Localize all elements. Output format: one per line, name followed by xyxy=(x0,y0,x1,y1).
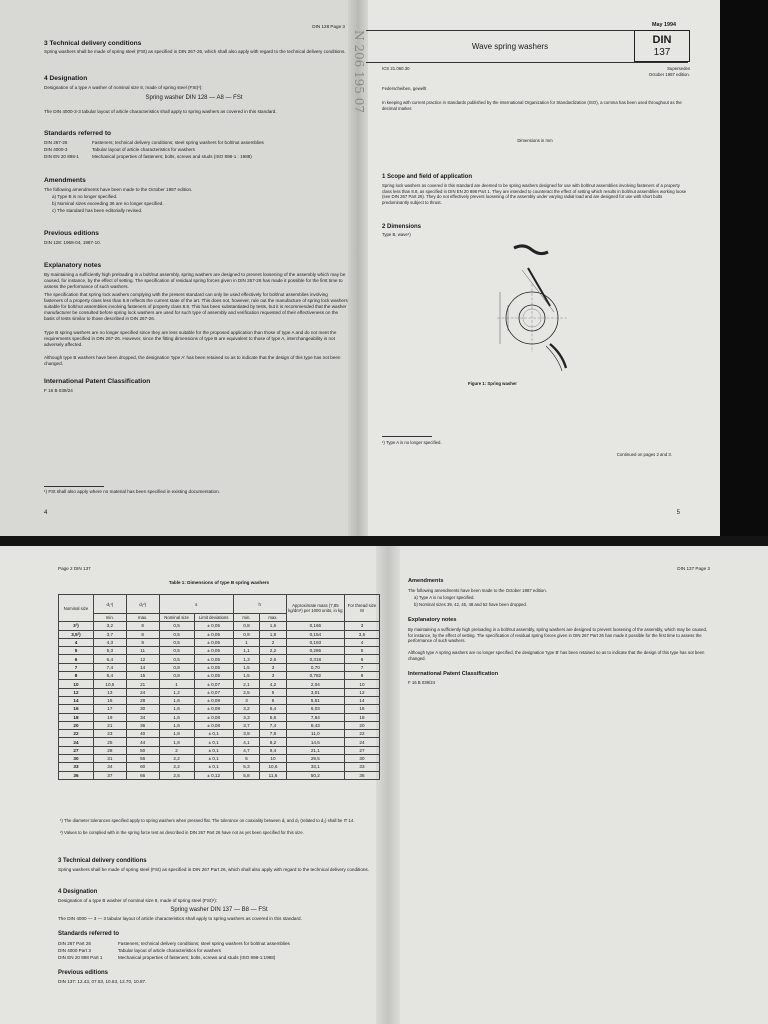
table-row xyxy=(59,638,380,646)
table-row xyxy=(59,655,380,663)
table-cell: ± 0,1 xyxy=(194,730,233,738)
table-cell: 0,154 xyxy=(286,630,344,638)
table-cell: 18 xyxy=(59,713,94,721)
table-row xyxy=(59,672,380,680)
table-cell: 4 xyxy=(59,638,94,646)
subheader-d1: min. xyxy=(93,614,126,622)
table-cell: 10 xyxy=(59,680,94,688)
table-row xyxy=(59,771,380,779)
table-cell: 5,3 xyxy=(93,647,126,655)
table-note-2: ²) Values to be complied with in the spring force test as described in DIN 267 Part 26 have not as yet been specified for this size. xyxy=(60,830,304,835)
table-cell: 0,286 xyxy=(286,647,344,655)
page-header: Page 2 DIN 137 xyxy=(58,566,91,571)
table-cell: 24 xyxy=(59,738,94,746)
table-cell: ± 0,08 xyxy=(194,721,233,729)
figure-caption: Figure 1: Spring washer xyxy=(468,381,517,386)
table-cell: 18 xyxy=(344,713,379,721)
table-cell: 3,5²) xyxy=(59,630,94,638)
table-cell: 1,6 xyxy=(159,696,194,704)
standard-code: DIN 267 Part 26 xyxy=(58,941,91,946)
table-cell: 7,84 xyxy=(286,713,344,721)
table-cell: ± 0,05 xyxy=(194,647,233,655)
table-cell: 20 xyxy=(59,721,94,729)
table-cell: 16 xyxy=(344,705,379,713)
standard-code: DIN EN 20 898 Part 1 xyxy=(58,955,103,960)
col-header-d1: d₁¹) xyxy=(93,595,126,614)
standard-desc: Mechanical properties of fasteners; bolts, screws and studs (ISO 898-1 : 1988) xyxy=(92,154,252,159)
table-row xyxy=(59,680,380,688)
table-cell: 56 xyxy=(126,755,159,763)
subheader-s-nominal: Nominal size xyxy=(159,614,194,622)
table-cell: 5 xyxy=(233,755,259,763)
table-cell: ± 0,05 xyxy=(194,672,233,680)
table-cell: 2,2 xyxy=(159,755,194,763)
table-cell: 2 xyxy=(159,746,194,754)
table-cell: 3 xyxy=(233,696,259,704)
page-header-right: DIN 137 Page 3 xyxy=(677,566,710,571)
amendment-item: a) Type B is no longer specified. xyxy=(52,194,118,199)
table-cell: ± 0,12 xyxy=(194,771,233,779)
table-cell: ± 0,05 xyxy=(194,622,233,630)
table-cell: 4,1 xyxy=(233,738,259,746)
table-cell: 8 xyxy=(344,672,379,680)
table-cell: ± 0,05 xyxy=(194,638,233,646)
table-cell: ± 0,05 xyxy=(194,630,233,638)
table-cell: ± 0,08 xyxy=(194,696,233,704)
text-explanatory-p1: By maintaining a sufficiently high preloading in a bolt/nut assembly, spring washers are designed to prevent loosening of the assembly which may be caused, for instance, by the effect of setting. The specification of residual spring forces given in DIN 267-26 has made it possible for the first time to assess the performance of such washers. xyxy=(44,272,346,289)
text-explanatory-p3: Type B spring washers are no longer specified since they are less suitable for the proposed application than those of type A and do not meet the requirements specified in DIN 267-26. However, since the fitting dimensions of type B are equivalent to those of type A, interchangeability is not adversely affected. xyxy=(44,330,337,347)
table-cell: 1,8 xyxy=(159,738,194,746)
table-cell: 1,3 xyxy=(233,655,259,663)
table-cell: 0,70 xyxy=(286,663,344,671)
table-cell: 2,04 xyxy=(286,680,344,688)
table-cell: 37 xyxy=(93,771,126,779)
table-cell: 11 xyxy=(126,647,159,655)
table-cell: 10 xyxy=(260,755,286,763)
table-cell: 36 xyxy=(126,721,159,729)
text-designation: Designation of a type B washer of nominal size 8, made of spring steel (FSt)¹): xyxy=(58,898,218,903)
table-cell: 2,6 xyxy=(260,655,286,663)
heading-standards: Standards referred to xyxy=(58,931,120,937)
ics-code: ICS 21.060.30 xyxy=(382,66,410,71)
table-cell: 2,5 xyxy=(233,688,259,696)
table-cell: 5 xyxy=(344,647,379,655)
heading-explanatory-notes: Explanatory notes xyxy=(408,617,457,623)
table-cell: 27 xyxy=(59,746,94,754)
table-cell: 50,2 xyxy=(286,771,344,779)
subheader-h-min: min. xyxy=(233,614,259,622)
iso-note: In keeping with current practice in standards published by the International Organization for Standardization (ISO), a comma has been used throughout as the decimal marker. xyxy=(382,100,682,111)
table-cell: 60 xyxy=(126,763,159,771)
standard-code: DIN EN 20 898-1 xyxy=(44,154,79,159)
washer-wave-profile xyxy=(550,344,566,368)
table-cell: 3,2 xyxy=(233,705,259,713)
table-row xyxy=(59,688,380,696)
table-row xyxy=(59,730,380,738)
table-cell: 8,2 xyxy=(260,738,286,746)
table-cell: 1,8 xyxy=(159,730,194,738)
page-number-right: 5 xyxy=(676,510,680,516)
amendment-item: a) Type A is no longer specified. xyxy=(414,595,475,600)
footnote-rule xyxy=(44,486,104,487)
table-cell: 40 xyxy=(126,730,159,738)
table-cell: 10,5 xyxy=(93,680,126,688)
table-cell: ± 0,1 xyxy=(194,746,233,754)
washer-wave-profile-outline xyxy=(546,346,562,371)
heading-delivery-conditions: 3 Technical delivery conditions xyxy=(58,858,147,864)
table-cell: 33 xyxy=(59,763,94,771)
table-cell: 5 xyxy=(260,688,286,696)
bottom-spread xyxy=(0,546,768,1024)
table-cell: 36 xyxy=(59,771,94,779)
table-cell: 10 xyxy=(344,680,379,688)
footnote-rule-right xyxy=(382,436,432,437)
table-cell: 4,3 xyxy=(93,638,126,646)
supersedes-edition: October 1987 edition. xyxy=(648,72,690,77)
spring-washer-figure xyxy=(462,240,612,375)
table-cell: 33,1 xyxy=(286,763,344,771)
table-cell: 14,5 xyxy=(286,738,344,746)
table-cell: ± 0,1 xyxy=(194,755,233,763)
table-cell: 1,6 xyxy=(159,721,194,729)
text-previous-editions: DIN 137: 12.43, 07.53, 10.63, 12.70, 10.87. xyxy=(58,979,147,984)
table-cell: 12 xyxy=(344,688,379,696)
col-header-mass: Approximate mass (7,85 kg/dm³) per 1000 units, in kg xyxy=(286,595,344,622)
table-cell: 1 xyxy=(159,680,194,688)
table-cell: 10,6 xyxy=(260,763,286,771)
table-cell: 4,2 xyxy=(260,680,286,688)
text-amendments-intro: The following amendments have been made to the October 1987 edition. xyxy=(44,187,193,192)
heading-amendments: Amendments xyxy=(44,177,86,184)
supersedes-label: Supersedes xyxy=(667,66,690,71)
table-cell: 30 xyxy=(126,705,159,713)
table-cell: 11,6 xyxy=(260,771,286,779)
table-cell: 3,7 xyxy=(233,721,259,729)
table-cell: 44 xyxy=(126,738,159,746)
text-patent-classification: F 16 B 039/24 xyxy=(408,680,435,685)
subheader-s-deviation: Limit deviations xyxy=(194,614,233,622)
standard-desc: Fasteners; technical delivery conditions; steel spring washers for bolt/nut assemblies xyxy=(92,140,264,145)
standards-list xyxy=(58,941,380,963)
table-cell: 0,5 xyxy=(159,638,194,646)
table-cell: 0,8 xyxy=(233,622,259,630)
table-cell: 1,2 xyxy=(159,688,194,696)
table-cell: ± 0,1 xyxy=(194,763,233,771)
text-explanatory-p1: By maintaining a sufficiently high preloading in a bolt/nut assembly, spring washers are designed to prevent loosening of the assembly, which may be caused, for instance, by the effect of setting. The specification of residual spring forces given in DIN 267 Part 26 has made it possible for the first time to assess the performance of such washers. xyxy=(408,627,708,644)
table-cell: 6,4 xyxy=(93,655,126,663)
dimensions-note: Dimensions in mm xyxy=(517,138,553,143)
table-cell: 66 xyxy=(126,771,159,779)
text-previous-editions: DIN 128: 1968-04, 1987-10. xyxy=(44,240,101,245)
text-explanatory-p4: Although type B washers have been dropped, the designation 'type A' has been retained so as to indicate that the design of this type has not been changed. xyxy=(44,355,341,366)
footnote-right: ¹) Type A is no longer specified. xyxy=(382,440,442,445)
table-cell: 22 xyxy=(344,730,379,738)
table-cell: 3,7 xyxy=(93,630,126,638)
table-cell: 0,5 xyxy=(159,647,194,655)
table-note-1: ¹) The diameter tolerances specified apply to spring washers when pressed flat. The tolerance on coaxiality between d₁ and d₂ (related to d₂) shall be IT 14. xyxy=(60,818,355,823)
heading-patent-classification: International Patent Classification xyxy=(44,378,151,385)
table-cell: 20 xyxy=(344,721,379,729)
heading-dimensions: 2 Dimensions xyxy=(382,224,422,230)
document-title: Wave spring washers xyxy=(471,42,549,51)
table-row xyxy=(59,721,380,729)
table-cell: 6 xyxy=(344,655,379,663)
footnote: ¹) FSt shall also apply where no material has been specified in existing documentation. xyxy=(44,489,220,494)
page-header: DIN 128 Page 3 xyxy=(312,24,345,29)
table-row xyxy=(59,713,380,721)
dimensions-table-body xyxy=(59,622,380,780)
table-row xyxy=(59,738,380,746)
table-cell: 9 xyxy=(126,638,159,646)
table-cell: 21 xyxy=(126,680,159,688)
standard-code: DIN 267-26 xyxy=(44,140,68,145)
table-cell: 22 xyxy=(59,730,94,738)
subheader-h-max: max. xyxy=(260,614,286,622)
table-cell: 3,9 xyxy=(233,730,259,738)
heading-designation: 4 Designation xyxy=(58,889,98,895)
table-cell: 8,43 xyxy=(286,721,344,729)
text-explanatory-p2: The specification that spring lock washers complying with the present standard can only be used effectively for bolt/nut assemblies involving fasteners of a property class less than 8.8 reflects the current state of the art. This does not, however, rule out the manufacture of spring lock washers suitable for bolt/nut assemblies involving fasteners of property class 8.8. This has been substantiated by tests, but it is recommended that the washer manufacturer be consulted before spring lock washers are used for such type of assembly and verification requested of their effectiveness on the basis of tests similar to those described in DIN 267-26. xyxy=(44,292,348,321)
table-cell: 15 xyxy=(93,696,126,704)
table-cell: 14 xyxy=(126,663,159,671)
table-cell: 1,5 xyxy=(233,663,259,671)
table-cell: 24 xyxy=(126,688,159,696)
table-cell: 0,9 xyxy=(233,630,259,638)
text-tabular-layout: The DIN 4000 — 3 — 3 tabular layout of article characteristics shall apply to spring washers as covered in this standard. xyxy=(58,916,302,921)
table-cell: 1,5 xyxy=(233,672,259,680)
table-cell: 1,6 xyxy=(260,622,286,630)
table-cell: 14 xyxy=(59,696,94,704)
table-cell: 34 xyxy=(126,713,159,721)
col-header-nominal: Nominal size xyxy=(59,595,94,622)
heading-patent-classification: International Patent Classification xyxy=(408,671,499,677)
table-cell: 7 xyxy=(59,663,94,671)
table-cell: ± 0,08 xyxy=(194,713,233,721)
table-row xyxy=(59,663,380,671)
table-row xyxy=(59,746,380,754)
table-cell: ± 0,05 xyxy=(194,663,233,671)
table-cell: 6,6 xyxy=(260,713,286,721)
col-header-s: s xyxy=(159,595,233,614)
title-rule-bottom xyxy=(366,62,688,63)
table-cell: 5,8 xyxy=(233,771,259,779)
text-amendments-intro: The following amendments have been made to the October 1987 edition. xyxy=(408,588,547,593)
table-row xyxy=(59,630,380,638)
table-cell: ± 0,05 xyxy=(194,655,233,663)
table-cell: 0,166 xyxy=(286,622,344,630)
table-cell: 7,8 xyxy=(260,730,286,738)
standards-list xyxy=(44,140,344,164)
table-cell: 16 xyxy=(59,705,94,713)
table-cell: 3 xyxy=(344,622,379,630)
heading-designation: 4 Designation xyxy=(44,75,88,82)
table-cell: 15 xyxy=(126,672,159,680)
table-cell: 14 xyxy=(344,696,379,704)
heading-amendments: Amendments xyxy=(408,578,444,584)
continued-note: Continued on pages 2 and 3. xyxy=(616,452,672,457)
table-cell: 3 xyxy=(260,663,286,671)
table-cell: 28 xyxy=(126,696,159,704)
designation-example: Spring washer DIN 128 — A8 — FSt xyxy=(145,95,243,101)
table-cell: 19 xyxy=(93,713,126,721)
table-cell: 21,1 xyxy=(286,746,344,754)
table-cell: 29,5 xyxy=(286,755,344,763)
text-designation: Designation of a type A washer of nominal size 8, made of spring steel (FSt)¹): xyxy=(44,85,203,90)
table-cell: 2,1 xyxy=(233,680,259,688)
text-patent-classification: F 16 B 039/24 xyxy=(44,388,73,393)
table-cell: 2,5 xyxy=(159,771,194,779)
table-cell: 3 xyxy=(260,672,286,680)
table-row xyxy=(59,696,380,704)
table-cell: ± 0,08 xyxy=(194,705,233,713)
table-cell: 17 xyxy=(93,705,126,713)
table-cell: 0,8 xyxy=(159,663,194,671)
table-cell: 27 xyxy=(344,746,379,754)
table-cell: 4,7 xyxy=(233,746,259,754)
table-cell: 0,5 xyxy=(159,622,194,630)
table-cell: 12 xyxy=(126,655,159,663)
table-cell: 25 xyxy=(93,738,126,746)
table-cell: 50 xyxy=(126,746,159,754)
margin-handwriting: N 206 195 07 xyxy=(352,30,366,114)
heading-delivery-conditions: 3 Technical delivery conditions xyxy=(44,40,142,47)
table-cell: 2 xyxy=(260,638,286,646)
table-cell: 0,5 xyxy=(159,630,194,638)
scan-black-edge xyxy=(720,0,768,536)
table-cell: 1,8 xyxy=(260,630,286,638)
table-row xyxy=(59,705,380,713)
table-cell: 1 xyxy=(233,638,259,646)
table-cell: 0,8 xyxy=(159,672,194,680)
col-header-d2: d₂²) xyxy=(126,595,159,614)
table-cell: ± 0,1 xyxy=(194,738,233,746)
table-cell: 9,4 xyxy=(260,746,286,754)
table-cell: 8 xyxy=(126,630,159,638)
table-cell: 0,193 xyxy=(286,638,344,646)
table-cell: 8 xyxy=(126,622,159,630)
table-cell: 36 xyxy=(344,771,379,779)
table-cell: 8,4 xyxy=(93,672,126,680)
amendment-item: c) The standard has been editorially revised. xyxy=(52,208,143,213)
dimensions-table xyxy=(58,594,380,780)
text-delivery-conditions: Spring washers shall be made of spring steel (FSt) as specified in DIN 267-26, which shall also apply with regard to the technical delivery conditions. xyxy=(44,49,346,54)
table-cell: 30 xyxy=(344,755,379,763)
text-scope: Spring lock washers as covered in this standard are deemed to be spring washers designed for use with bolt/nut assemblies involving fasteners of a property class less than 8.8, as specified in DIN EN 20 898 Part 1. They are intended to counteract the effect of setting which results in bolt/nut assemblies working loose (see DIN 267 Part 26). They do not effectively prevent loosening of the assembly under varying radial load and are designed for use with short bolts predominantly subject to thrust. xyxy=(382,183,687,205)
text-explanatory-p2: Although type A spring washers are no longer specified, the designation 'type B' has been retained so as to indicate that the design of this type has not been changed. xyxy=(408,650,705,661)
standard-code: DIN 4000-3 xyxy=(44,147,68,152)
col-header-h: h xyxy=(233,595,286,614)
table-cell: 21 xyxy=(93,721,126,729)
text-tabular-layout: The DIN 4000-3-3 tabular layout of article characteristics shall apply to spring washers as covered in this standard. xyxy=(44,109,277,114)
table-cell: 1,1 xyxy=(233,647,259,655)
table-cell: 12 xyxy=(59,688,94,696)
table-cell: 3²) xyxy=(59,622,94,630)
amendment-item: b) Nominal sizes exceeding 36 are no longer specified. xyxy=(52,201,164,206)
table-cell: 1,6 xyxy=(159,705,194,713)
din-badge xyxy=(634,30,690,62)
standard-code: DIN 4000 Part 3 xyxy=(58,948,91,953)
table-cell: 3,01 xyxy=(286,688,344,696)
heading-scope: 1 Scope and field of application xyxy=(382,174,473,180)
table-cell: 34 xyxy=(93,763,126,771)
german-title: Federscheiben, gewellt xyxy=(382,86,427,91)
table-cell: 23 xyxy=(93,730,126,738)
table-cell: 13 xyxy=(93,688,126,696)
table-cell: 6 xyxy=(59,655,94,663)
table-cell: 2,2 xyxy=(260,647,286,655)
table-cell: 5 xyxy=(59,647,94,655)
table-cell: 2,2 xyxy=(159,763,194,771)
table-cell: 24 xyxy=(344,738,379,746)
table-row xyxy=(59,647,380,655)
din-label: DIN xyxy=(652,34,672,46)
table-cell: 33 xyxy=(344,763,379,771)
table-cell: 5,51 xyxy=(286,696,344,704)
table-title: Table 1: Dimensions of type B spring washers xyxy=(168,580,270,585)
table-cell: 4 xyxy=(344,638,379,646)
washer-side-view-top xyxy=(514,246,548,254)
type-b-label: Type B, wave¹) xyxy=(382,232,411,237)
table-cell: ± 0,07 xyxy=(194,680,233,688)
table-cell: 11,0 xyxy=(286,730,344,738)
table-cell: ± 0,07 xyxy=(194,688,233,696)
table-cell: 0,5 xyxy=(159,655,194,663)
table-cell: 31 xyxy=(93,755,126,763)
heading-previous-editions: Previous editions xyxy=(58,970,109,976)
heading-previous-editions: Previous editions xyxy=(44,230,99,237)
page-number: 4 xyxy=(44,510,48,516)
table-cell: 6,4 xyxy=(260,705,286,713)
designation-example: Spring washer DIN 137 — B8 — FSt xyxy=(170,907,268,913)
table-row xyxy=(59,763,380,771)
table-row xyxy=(59,755,380,763)
table-cell: 7,4 xyxy=(260,721,286,729)
table-cell: 30 xyxy=(59,755,94,763)
issue-date: May 1994 xyxy=(652,22,676,28)
table-cell: 3,5 xyxy=(344,630,379,638)
standard-desc: Tabular layout of article characteristics for washers xyxy=(118,948,221,953)
table-cell: 6 xyxy=(260,696,286,704)
table-cell: 7,4 xyxy=(93,663,126,671)
table-row xyxy=(59,622,380,630)
table-cell: 8 xyxy=(59,672,94,680)
col-header-thread: For thread size M xyxy=(344,595,379,622)
standard-desc: Mechanical properties of fasteners; bolts, screws and studs (ISO 898-1:1988) xyxy=(118,955,276,960)
table-cell: 7 xyxy=(344,663,379,671)
table-cell: 3,2 xyxy=(93,622,126,630)
heading-standards: Standards referred to xyxy=(44,130,112,137)
heading-explanatory-notes: Explanatory notes xyxy=(44,262,102,269)
table-cell: 28 xyxy=(93,746,126,754)
table-cell: 1,6 xyxy=(159,713,194,721)
table-cell: 0,318 xyxy=(286,655,344,663)
standard-desc: Fasteners; technical delivery conditions; steel spring washers for bolt/nut assemblies xyxy=(118,941,290,946)
table-cell: 0,782 xyxy=(286,672,344,680)
subheader-d2: max. xyxy=(126,614,159,622)
table-cell: 3,3 xyxy=(233,713,259,721)
amendment-item: b) Nominal sizes 39, 42, 45, 48 and 52 have been dropped. xyxy=(414,602,527,607)
din-number: 137 xyxy=(653,47,671,58)
washer-edge-view xyxy=(528,268,550,306)
table-cell: 5,3 xyxy=(233,763,259,771)
text-delivery-conditions: Spring washers shall be made of spring steel (FSt) as specified in DIN 267 Part 26, which shall also apply with regard to the technical delivery conditions. xyxy=(58,867,369,872)
standard-desc: Tabular layout of article characteristics for washers xyxy=(92,147,195,152)
table-cell: 6,03 xyxy=(286,705,344,713)
